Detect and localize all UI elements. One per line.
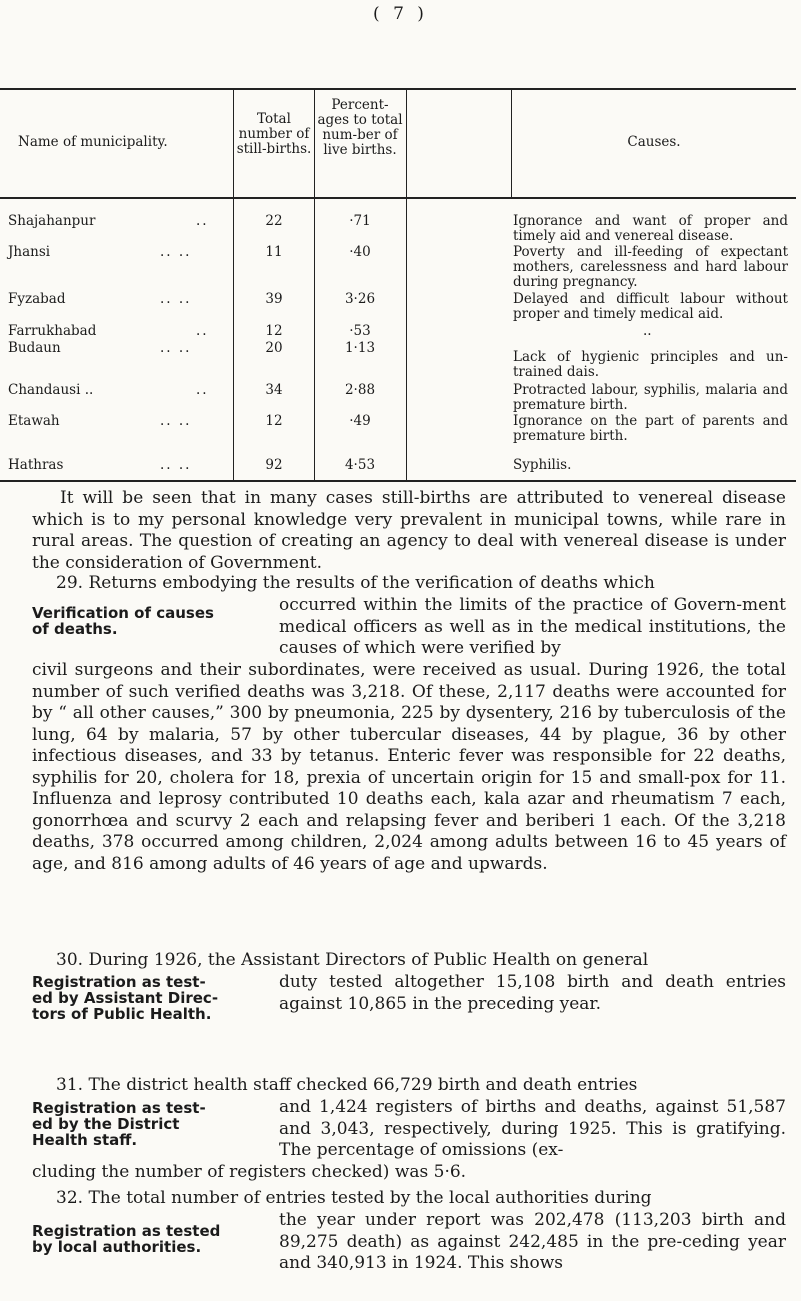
sec31-side-line3: Health staff. (32, 1131, 138, 1149)
sec30-beside-text: duty tested altogether 15,108 birth and death entries against 10,865 in the preceding year. (279, 972, 786, 1014)
row-cause: Ignorance on the part of parents and premature birth. (513, 413, 788, 444)
row-name: Jhansi (8, 244, 51, 260)
row-dots: .. (196, 323, 209, 339)
table-bottom-rule (0, 480, 796, 482)
row-dots: .. .. (160, 457, 192, 473)
sec32-side-line2: by local authorities. (32, 1238, 202, 1256)
col-divider-1 (233, 88, 234, 480)
intro-paragraph: It will be seen that in many cases still-births are attributed to venereal disease which is to my personal knowledge very prevalent in municipal towns, while rare in rural areas. The question of creating an agency to deal with venereal disease is under the consideration of Government. (32, 488, 786, 573)
sec30-first-line: 30. During 1926, the Assistant Directors of Public Health on general (56, 950, 649, 970)
row-name: Shajahanpur (8, 213, 96, 229)
col-divider-2 (314, 88, 315, 480)
row-total: 20 (265, 340, 283, 356)
row-percent: 4·53 (344, 457, 376, 473)
sec29-first-line: 29. Returns embodying the results of the verification of deaths which (56, 573, 655, 593)
row-cause: Syphilis. (513, 457, 572, 473)
sec32-beside-text: the year under report was 202,478 (113,203 birth and 89,275 death) as against 242,485 in the pre-ceding year and 340,913 in 1924. This shows (279, 1210, 786, 1273)
row-percent: 2·88 (344, 382, 376, 398)
sec32-side-label (32, 1223, 272, 1255)
row-percent: ·40 (349, 244, 371, 260)
row-name: Hathras (8, 457, 64, 473)
sec30-side-line1: Registration as test- (32, 973, 206, 991)
sec30-side-label (32, 974, 272, 1022)
row-cause: Ignorance and want of proper and timely aid and venereal disease. (513, 213, 788, 244)
sec29-body: civil surgeons and their subordinates, were received as usual. During 1926, the total number of such verified deaths was 3,218. Of these, 2,117 deaths were accounted for by “ all other causes,” 300 by pneumonia, 225 by dysentery, 216 by tuberculosis of the lung, 64 by malaria, 57 by other tubercular diseases, 44 by plague, 36 by other infectious diseases, and 33 by tetanus. Enteric fever was responsible for 22 deaths, syphilis for 20, cholera for 18, prexia of uncertain origin for 15 and small-pox for 11. Influenza and leprosy contributed 10 deaths each, kala azar and rheumatism 7 each, gonorrhœa and scurvy 2 each and relapsing fever and beriberi 1 each. Of the 3,218 deaths, 378 occurred among children, 2,024 among adults between 16 to 45 years of age, and 816 among adults of 46 years of age and upwards. (32, 660, 786, 874)
sec29-side-line1: Verification of causes (32, 604, 214, 622)
row-percent: ·71 (349, 213, 371, 229)
sec31-side-label (32, 1100, 272, 1148)
row-cause: Protracted labour, syphilis, malaria and premature birth. (513, 382, 788, 413)
table-header-rule (0, 197, 796, 199)
row-name: Chandausi .. (8, 382, 94, 398)
sec31-beside-text: and 1,424 registers of births and deaths, against 51,587 and 3,043, respectively, during 1925. This is gratifying. The percentage of omissions (ex- (279, 1097, 786, 1160)
sec30-side-line3: tors of Public Health. (32, 1005, 212, 1023)
row-total: 92 (265, 457, 283, 473)
row-dots: .. (196, 382, 209, 398)
row-name: Fyzabad (8, 291, 66, 307)
row-dots: .. .. (160, 244, 192, 260)
sec32-first-line: 32. The total number of entries tested by the local authorities during (56, 1188, 652, 1208)
header-causes: Causes. (627, 134, 681, 150)
row-total: 34 (265, 382, 283, 398)
row-total: 12 (265, 413, 283, 429)
row-name: Budaun (8, 340, 61, 356)
sec29-beside-text: occurred within the limits of the practice of Govern-ment medical officers as well as in the medical institutions, the causes of which were verified by (279, 595, 786, 658)
page-number: ( 7 ) (373, 4, 428, 24)
row-dots: .. .. (160, 413, 192, 429)
col-divider-3 (406, 88, 407, 480)
row-percent: 1·13 (344, 340, 376, 356)
row-name: Farrukhabad (8, 323, 97, 339)
row-dots: .. .. (160, 340, 192, 356)
sec31-side-line1: Registration as test- (32, 1099, 206, 1117)
row-total: 22 (265, 213, 283, 229)
sec31-side-line2: ed by the District (32, 1115, 180, 1133)
row-dots: .. (196, 213, 209, 229)
row-name: Etawah (8, 413, 60, 429)
row-total: 39 (265, 291, 283, 307)
row-cause: .. (643, 323, 652, 339)
header-total: Total number of still-births. (236, 111, 312, 157)
row-percent: 3·26 (344, 291, 376, 307)
row-cause: Delayed and difficult labour without proper and timely medical aid. (513, 291, 788, 322)
row-cause: Poverty and ill-feeding of expectant mothers, carelessness and hard labour during pregnancy. (513, 244, 788, 290)
row-total: 11 (265, 244, 283, 260)
row-total: 12 (265, 323, 283, 339)
sec29-side-label (32, 605, 272, 637)
header-percent: Percent-ages to total num-ber of live births. (317, 97, 403, 158)
row-percent: ·53 (349, 323, 371, 339)
row-cause: Lack of hygienic principles and un-trained dais. (513, 349, 788, 380)
sec29-side-line2: of deaths. (32, 620, 118, 638)
sec31-first-line: 31. The district health staff checked 66,729 birth and death entries (56, 1075, 638, 1095)
row-percent: ·49 (349, 413, 371, 429)
header-municipality: Name of municipality. (18, 134, 168, 150)
sec31-body: cluding the number of registers checked) was 5·6. (32, 1162, 467, 1182)
table-top-rule (0, 88, 796, 90)
sec32-side-line1: Registration as tested (32, 1222, 221, 1240)
sec30-side-line2: ed by Assistant Direc- (32, 989, 219, 1007)
row-dots: .. .. (160, 291, 192, 307)
